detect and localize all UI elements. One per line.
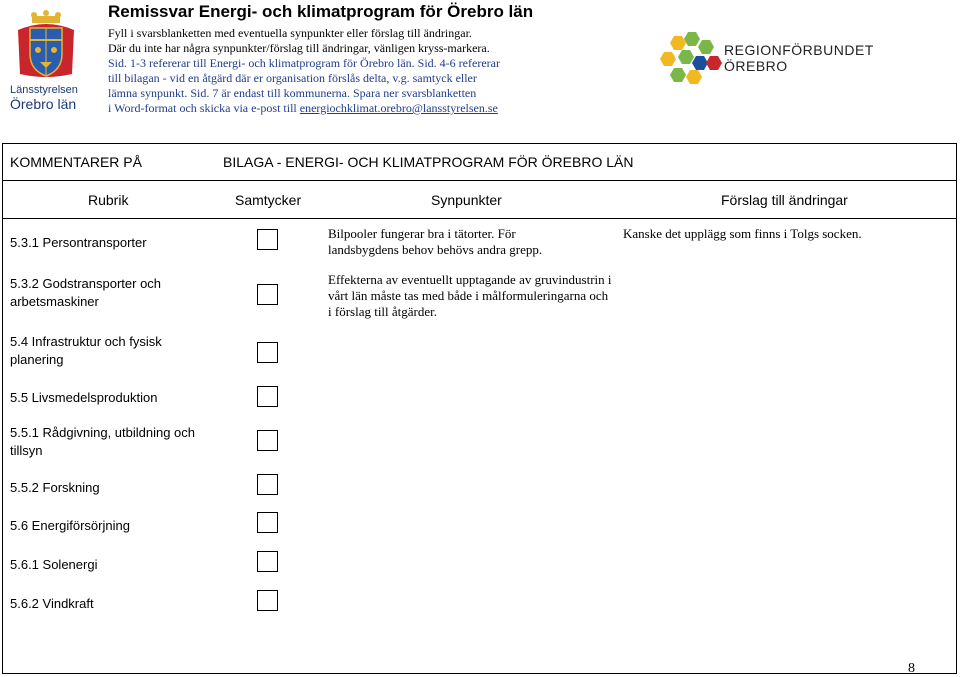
consent-checkbox[interactable] <box>257 551 278 572</box>
synpunkt-field[interactable]: Bilpooler fungerar bra i tätorter. För landsbygdens behov behövs andra grepp. <box>328 226 543 257</box>
column-header-rubrik: Rubrik <box>88 192 129 208</box>
instruction-line-prefix: i Word-format och skicka via e-post till <box>108 101 297 115</box>
attachment-label: BILAGA - ENERGI- OCH KLIMATPROGRAM FÖR ÖREBRO LÄN <box>223 154 634 170</box>
row-label: 5.6.1 Solenergi <box>10 557 98 572</box>
consent-checkbox[interactable] <box>257 284 278 305</box>
logo-left-line1: Länsstyrelsen <box>10 84 78 96</box>
row-label: 5.5.2 Forskning <box>10 480 100 495</box>
consent-checkbox[interactable] <box>257 474 278 495</box>
row-label: 5.5 Livsmedelsproduktion <box>10 390 158 405</box>
consent-checkbox[interactable] <box>257 590 278 611</box>
coat-of-arms-icon <box>10 10 82 82</box>
instruction-line: Fyll i svarsblanketten med eventuella synpunkter eller förslag till ändringar. <box>108 26 472 40</box>
form-rows <box>2 218 957 674</box>
row-label: 5.6.2 Vindkraft <box>10 596 94 611</box>
forslag-field[interactable]: Kanske det upplägg som finns i Tolgs socken. <box>623 226 862 241</box>
page-number: 8 <box>908 661 915 676</box>
row-label: 5.3.2 Godstransporter och arbetsmaskiner <box>10 276 162 309</box>
logo-left-line2: Örebro län <box>10 96 77 112</box>
form-header-row <box>2 143 957 181</box>
column-header-forslag: Förslag till ändringar <box>721 192 848 208</box>
logo-right-line1: REGIONFÖRBUNDET <box>724 42 874 58</box>
row-label: 5.3.1 Persontransporter <box>10 235 147 250</box>
consent-checkbox[interactable] <box>257 430 278 451</box>
instruction-line: lämna synpunkt. Sid. 7 är endast till kommunerna. Spara ner svarsblanketten <box>108 86 477 100</box>
instruction-line: Där du inte har några synpunkter/förslag till ändringar, vänligen kryss-markera. <box>108 41 490 55</box>
instruction-line: till bilagan - vid en åtgärd där er organisation förslås delta, v.g. samtyck eller <box>108 71 477 85</box>
consent-checkbox[interactable] <box>257 512 278 533</box>
consent-checkbox[interactable] <box>257 342 278 363</box>
comment-form <box>2 143 957 674</box>
email-link[interactable]: energiochklimat.orebro@lansstyrelsen.se <box>299 101 498 115</box>
row-label: 5.5.1 Rådgivning, utbildning och tillsyn <box>10 425 196 458</box>
lansstyrelsen-logo <box>10 10 82 122</box>
comments-label: KOMMENTARER PÅ <box>10 154 142 170</box>
logo-right-line2: ÖREBRO <box>724 58 788 74</box>
column-headers <box>2 181 957 218</box>
consent-checkbox[interactable] <box>257 386 278 407</box>
hexagon-cluster-icon <box>660 30 722 86</box>
instruction-line: Sid. 1-3 refererar till Energi- och klimatprogram för Örebro län. Sid. 4-6 refererar <box>108 56 500 70</box>
page-title: Remissvar Energi- och klimatprogram för Örebro län <box>108 2 534 21</box>
row-label: 5.4 Infrastruktur och fysisk planering <box>10 334 162 367</box>
column-header-samtycker: Samtycker <box>235 192 302 208</box>
synpunkt-field[interactable]: Effekterna av eventuellt upptagande av gruvindustrin i vårt län måste tas med både i målformuleringarna och i förslag till åtgärder. <box>328 272 612 319</box>
consent-checkbox[interactable] <box>257 229 278 250</box>
row-label: 5.6 Energiförsörjning <box>10 518 130 533</box>
instructions <box>108 26 568 116</box>
column-header-synpunkter: Synpunkter <box>431 192 502 208</box>
instruction-line-email <box>108 101 568 116</box>
regionforbundet-logo <box>660 30 890 90</box>
